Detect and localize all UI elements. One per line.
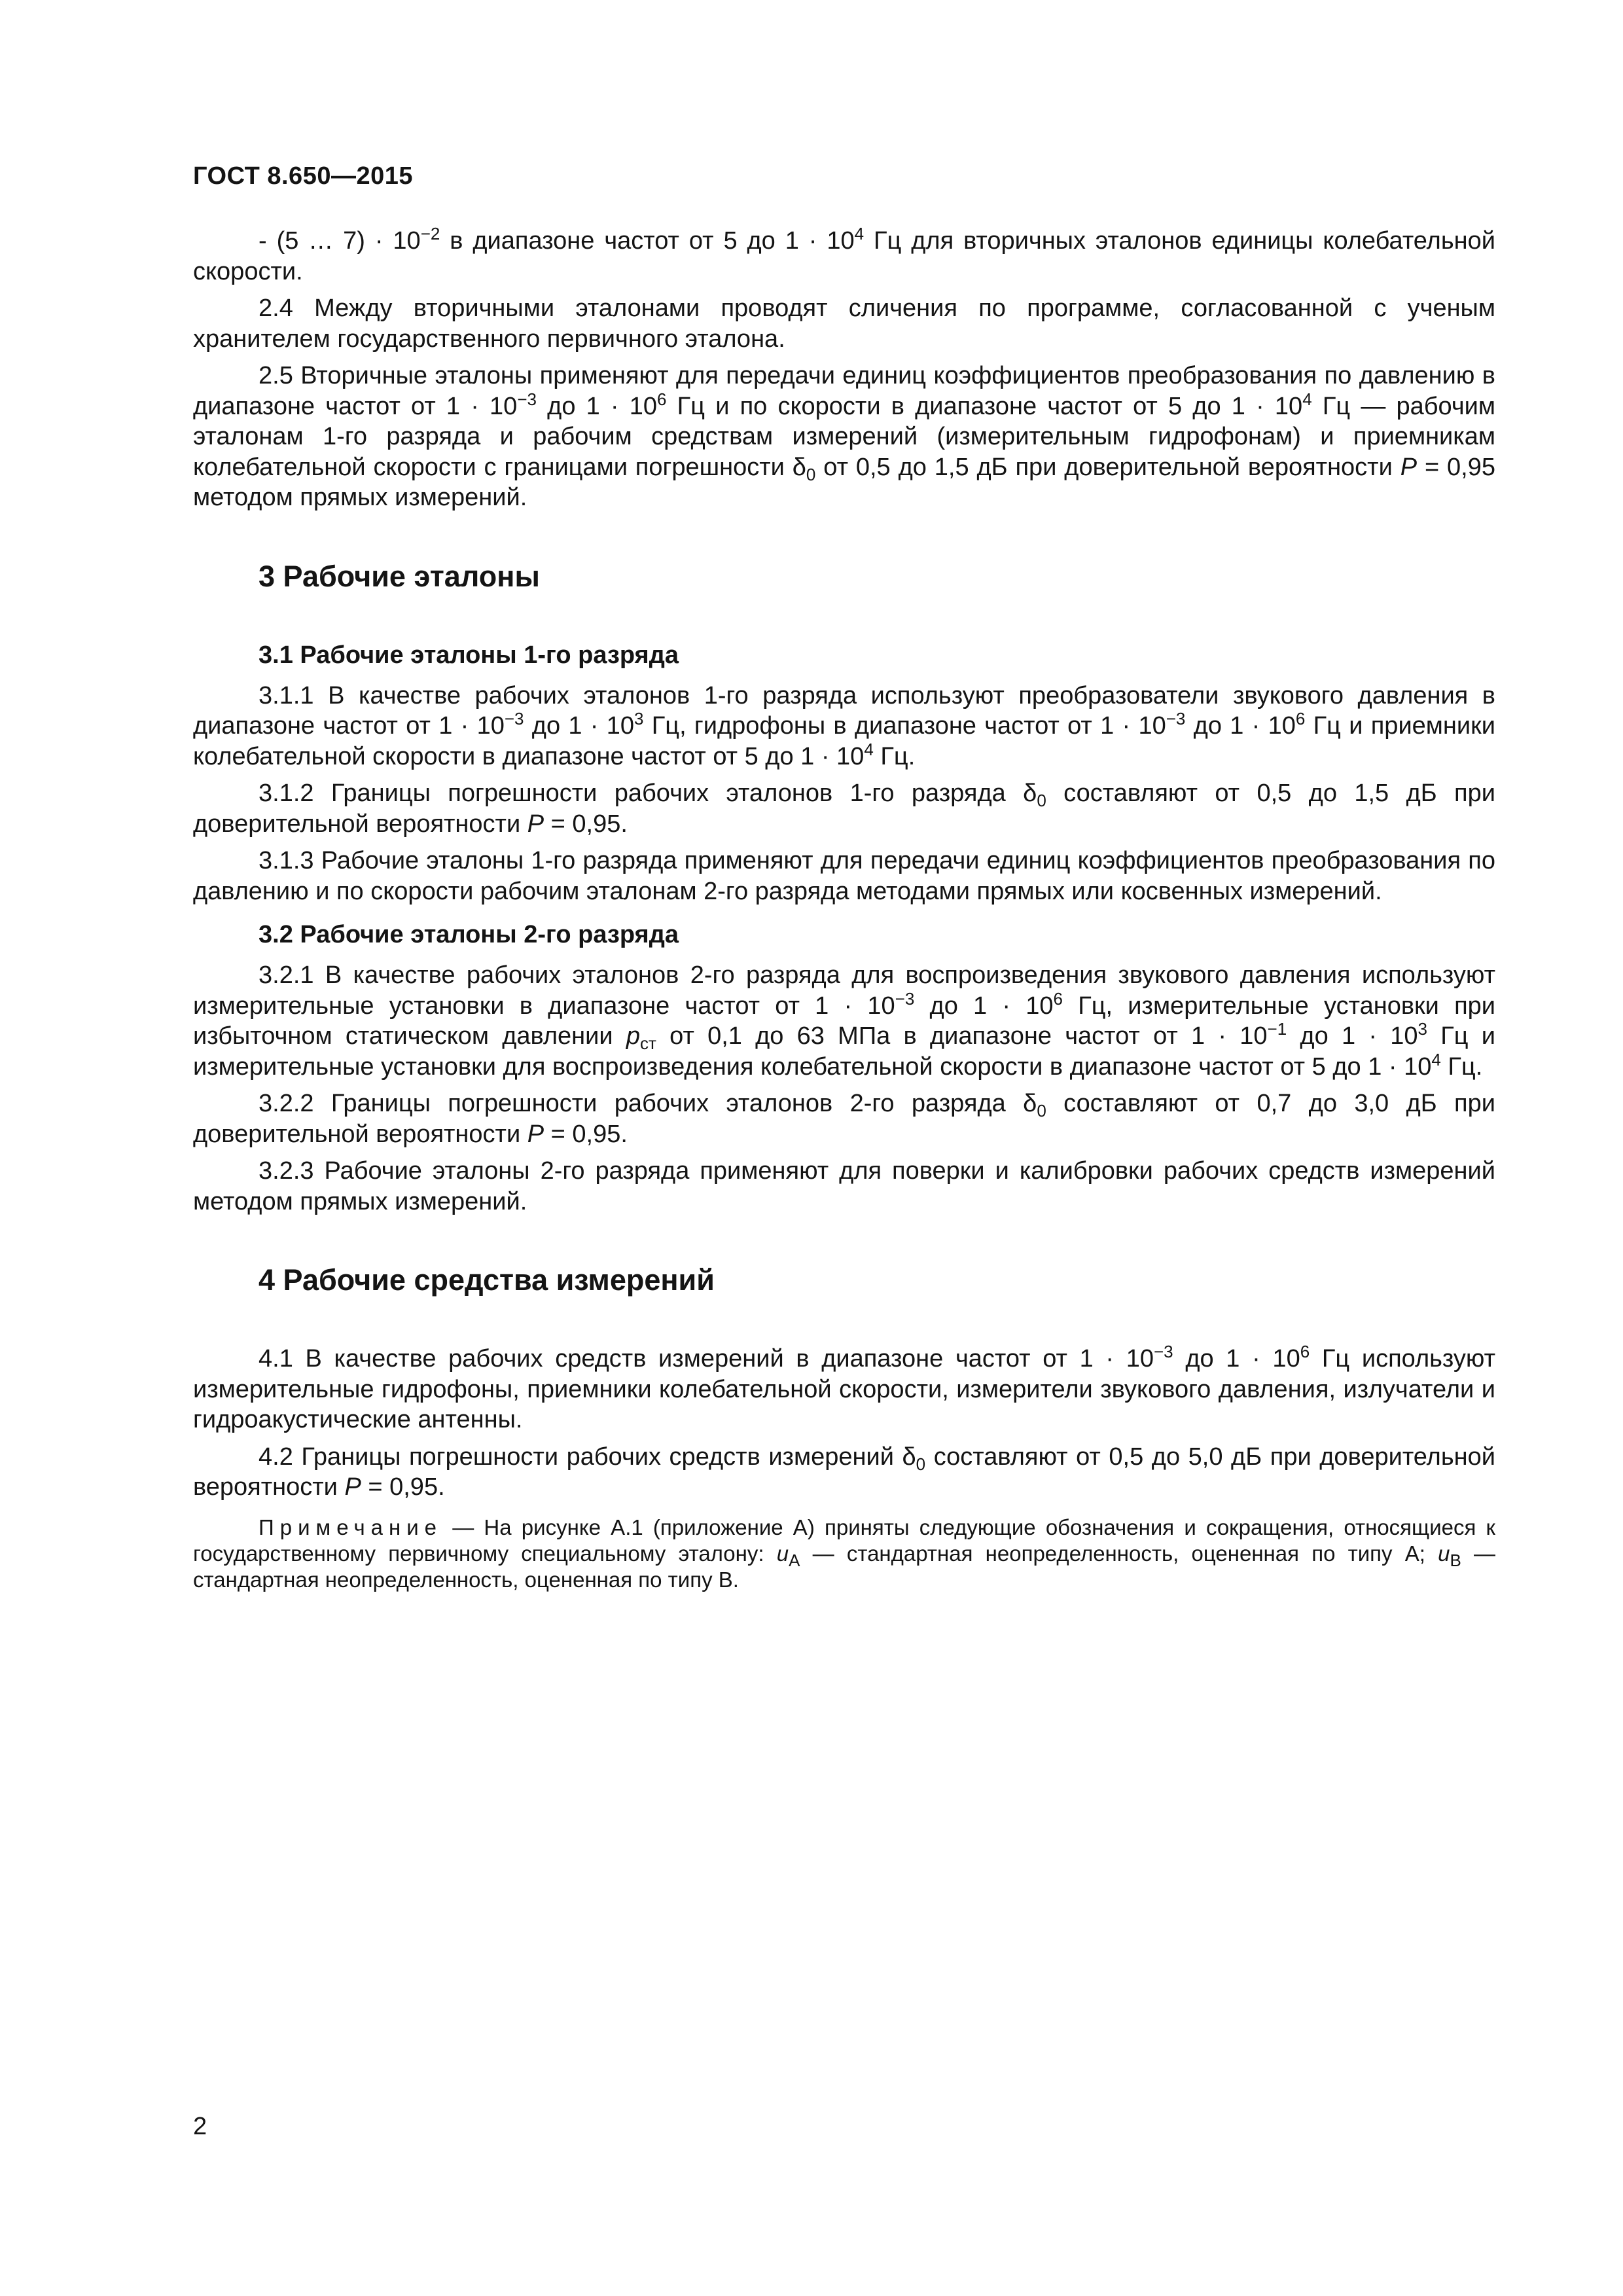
paragraph-2-4: 2.4 Между вторичными эталонами проводят сличения по программе, согласованной с ученым хранителем государственного первичного эталона. xyxy=(193,295,1495,353)
section-title-4: 4 Рабочие средства измерений xyxy=(259,1263,715,1297)
paragraph-4-2: 4.2 Границы погрешности рабочих средств измерений $\delta_0$ составляют от 0,5 до 5,0 дБ при доверительной вероятности P = 0,95. xyxy=(193,1443,1495,1501)
page-number: 2 xyxy=(193,2113,207,2140)
paragraph-4-1: 4.1 В качестве рабочих средств измерений в диапазоне частот от $1 \cdot 10^{-3}$ до $1 \cdot 10^6$ Гц используют измерительные гидрофоны, приемники колебательной скорости, измерители звукового давления, излучатели и гидроакустические антенны. xyxy=(193,1342,1495,1433)
document-body xyxy=(193,226,1495,1593)
paragraph-secondary-standards-range: - (5 … $7) \cdot 10^{-2}$ в диапазоне частот от 5 до $1 \cdot 10^4$ Гц для вторичных эталонов единицы колебательной скорости. xyxy=(193,224,1495,285)
paragraph-3-2-3: 3.2.3 Рабочие эталоны 2-го разряда применяют для поверки и калибровки рабочих средств измерений методом прямых измерений. xyxy=(193,1157,1495,1215)
paragraph-3-1-3: 3.1.3 Рабочие эталоны 1-го разряда применяют для передачи единиц коэффициентов преобразования по давлению и по скорости рабочим эталонам 2-го разряда методами прямых или косвенных измерений. xyxy=(193,847,1495,905)
section-title-3: 3 Рабочие эталоны xyxy=(259,559,540,593)
note-label: Примечание xyxy=(259,1515,443,1539)
paragraph-3-2-1: 3.2.1 В качестве рабочих эталонов 2-го разряда для воспроизведения звукового давления используют измерительные установки в диапазоне частот от $1 \cdot 10^{-3}$ до $1 \cdot 10^6$ Гц, измерительные установки при избыточном статическом давлении $p_{ст}$ от 0,1 до 63 МПа в диапазоне частот от $1 \cdot 10^{-1}$ до $1 \cdot 10^3$ Гц и измерительные установки для воспроизведения колебательной скорости в диапазоне частот от 5 до $1 \cdot 10^4$ Гц. xyxy=(193,961,1496,1081)
document-header: ГОСТ 8.650—2015 xyxy=(193,162,413,190)
paragraph-2-5: 2.5 Вторичные эталоны применяют для передачи единиц коэффициентов преобразования по давлению в диапазоне частот от $1 \cdot 10^{-3}$ до $1 \cdot 10^6$ Гц и по скорости в диапазоне частот от 5 до $1 \cdot 10^4$ Гц — рабочим эталонам 1-го разряда и рабочим средствам измерений (измерительным гидрофонам) и приемникам колебательной скорости с границами погрешности $\delta_0$ от 0,5 до 1,5 дБ при доверительной вероятности P = 0,95 методом прямых измерений. xyxy=(193,362,1495,511)
paragraph-3-1-2: 3.1.2 Границы погрешности рабочих эталонов 1-го разряда $\delta_0$ составляют от 0,5 до 1,5 дБ при доверительной вероятности P = 0,95. xyxy=(193,780,1495,838)
paragraph-3-1-1: 3.1.1 В качестве рабочих эталонов 1-го разряда используют преобразователи звукового давления в диапазоне частот от $1 \cdot 10^{-3}$ до $1 \cdot 10^3$ Гц, гидрофоны в диапазоне частот от $1 \cdot 10^{-3}$ до $1 \cdot 10^6$ Гц и приемники колебательной скорости в диапазоне частот от 5 до $1 \cdot 10^4$ Гц. xyxy=(193,681,1495,770)
subsection-title-3-1: 3.1 Рабочие эталоны 1-го разряда xyxy=(259,641,679,669)
paragraph-3-2-2: 3.2.2 Границы погрешности рабочих эталонов 2-го разряда $\delta_0$ составляют от 0,7 до 3,0 дБ при доверительной вероятности P = 0,95. xyxy=(193,1090,1495,1148)
note: Примечание — На рисунке А.1 (приложение А) приняты следующие обозначения и сокращения, относящиеся к государственному первичному специальному эталону: $u_A$ — стандартная неопределенность, оцененная по типу А; $u_B$ — стандартная неопределенность, оцененная по типу В. xyxy=(193,1515,1496,1592)
subsection-title-3-2: 3.2 Рабочие эталоны 2-го разряда xyxy=(259,921,679,948)
